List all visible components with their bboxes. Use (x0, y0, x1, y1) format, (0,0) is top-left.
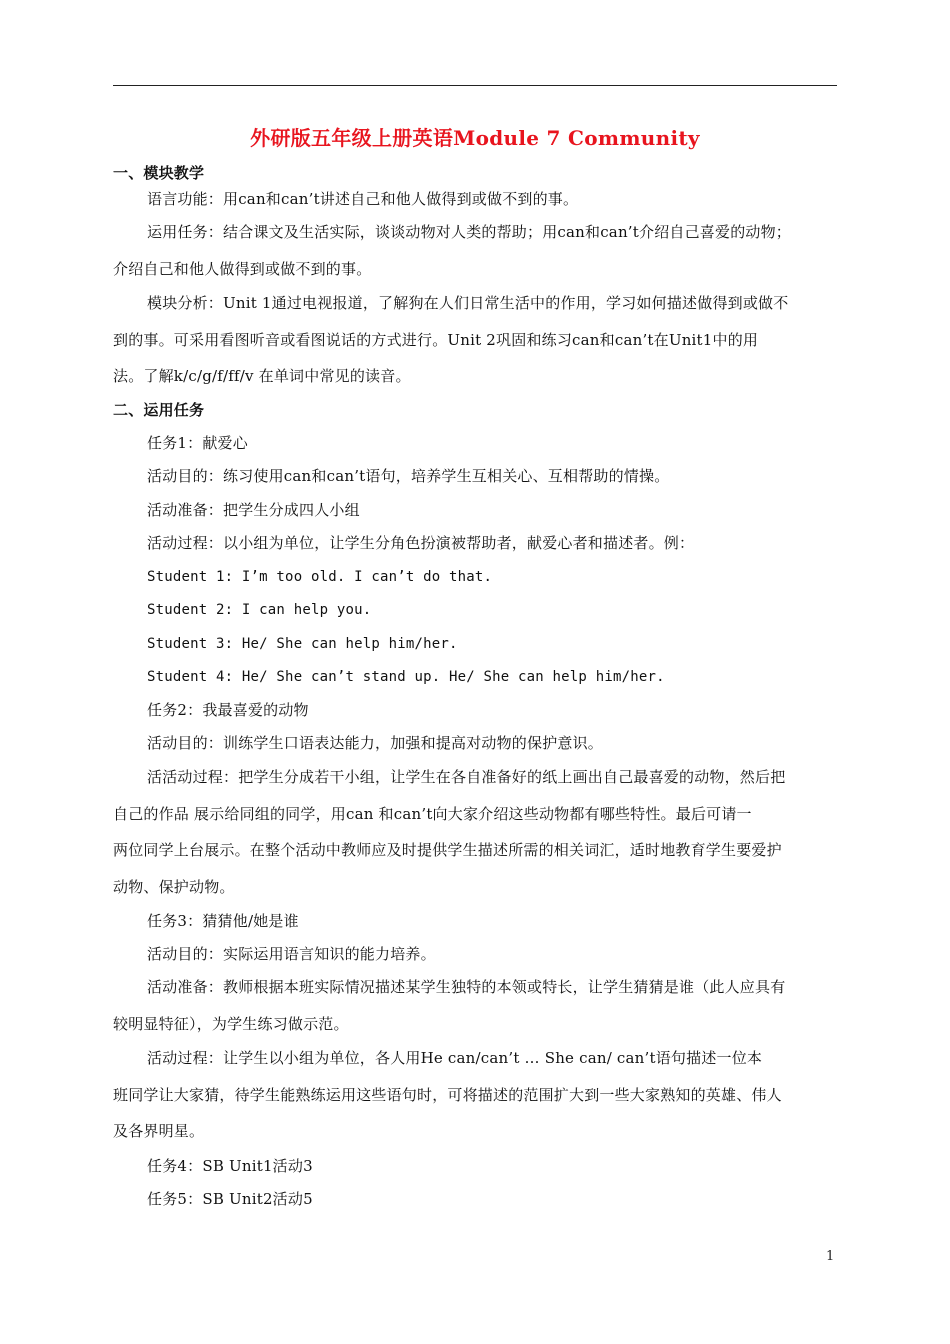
task1-prep: 活动准备：把学生分成四人小组 (147, 501, 360, 519)
task-usage-text-line-2: 介绍自己和他人做得到或做不到的事。 (113, 260, 372, 278)
student-line-3: Student 3: He/ She can help him/her. (147, 636, 458, 652)
task1-process: 活动过程：以小组为单位，让学生分角色扮演被帮助者，献爱心者和描述者。例： (147, 534, 695, 552)
task2-process-line-3: 两位同学上台展示。在整个活动中教师应及时提供学生描述所需的相关词汇，适时地教育学生要爱护 (113, 841, 782, 859)
task2-process-line-4: 动物、保护动物。 (113, 878, 235, 896)
task1-goal: 活动目的：练习使用can和can’t语句，培养学生互相关心、互相帮助的情操。 (147, 467, 670, 485)
task-usage-text-line-1: 运用任务：结合课文及生活实际，谈谈动物对人类的帮助；用can和can’t介绍自己喜爱的动物； (147, 223, 792, 241)
module-analysis-line-3: 法。了解k/c/g/f/ff/v 在单词中常见的读音。 (113, 367, 411, 385)
module-analysis-line-1: 模块分析：Unit 1通过电视报道，了解狗在人们日常生活中的作用，学习如何描述做得到或做不 (147, 294, 789, 312)
student-line-2: Student 2: I can help you. (147, 602, 372, 618)
task3-title: 任务3：猜猜他/她是谁 (147, 912, 299, 930)
task1-title: 任务1：献爱心 (147, 434, 248, 452)
student-line-1: Student 1: I’m too old. I can’t do that. (147, 569, 493, 585)
section-heading-module-teaching: 一、模块教学 (113, 164, 205, 182)
document-title: 外研版五年级上册英语Module 7 Community (250, 126, 700, 150)
section-heading-usage-tasks: 二、运用任务 (113, 401, 205, 419)
language-function-text: 语言功能：用can和can’t讲述自己和他人做得到或做不到的事。 (147, 190, 579, 208)
task3-prep-line-2: 较明显特征），为学生练习做示范。 (113, 1015, 349, 1033)
header-rule (113, 85, 837, 86)
student-line-4: Student 4: He/ She can’t stand up. He/ She can help him/her. (147, 669, 665, 685)
task3-process-line-3: 及各界明星。 (113, 1122, 205, 1140)
task2-process-line-2: 自己的作品 展示给同组的同学，用can 和can’t向大家介绍这些动物都有哪些特性。最后可请一 (113, 805, 752, 823)
task5-title: 任务5：SB Unit2活动5 (147, 1190, 313, 1208)
task3-process-line-1: 活动过程：让学生以小组为单位，各人用He can/can’t … She can/ can’t语句描述一位本 (147, 1049, 763, 1067)
task2-title: 任务2：我最喜爱的动物 (147, 701, 309, 719)
task3-goal: 活动目的：实际运用语言知识的能力培养。 (147, 945, 436, 963)
page-number: 1 (826, 1249, 835, 1264)
task2-process-line-1: 活活动过程：把学生分成若干小组，让学生在各自准备好的纸上画出自己最喜爱的动物，然后把 (147, 768, 786, 786)
module-analysis-line-2: 到的事。可采用看图听音或看图说话的方式进行。Unit 2巩固和练习can和can’t在Unit1中的用 (113, 331, 759, 349)
task2-goal: 活动目的：训练学生口语表达能力，加强和提高对动物的保护意识。 (147, 734, 604, 752)
task3-process-line-2: 班同学让大家猜，待学生能熟练运用这些语句时，可将描述的范围扩大到一些大家熟知的英雄、伟人 (113, 1086, 782, 1104)
task4-title: 任务4：SB Unit1活动3 (147, 1157, 313, 1175)
task3-prep-line-1: 活动准备：教师根据本班实际情况描述某学生独特的本领或特长，让学生猜猜是谁（此人应具有 (147, 978, 786, 996)
